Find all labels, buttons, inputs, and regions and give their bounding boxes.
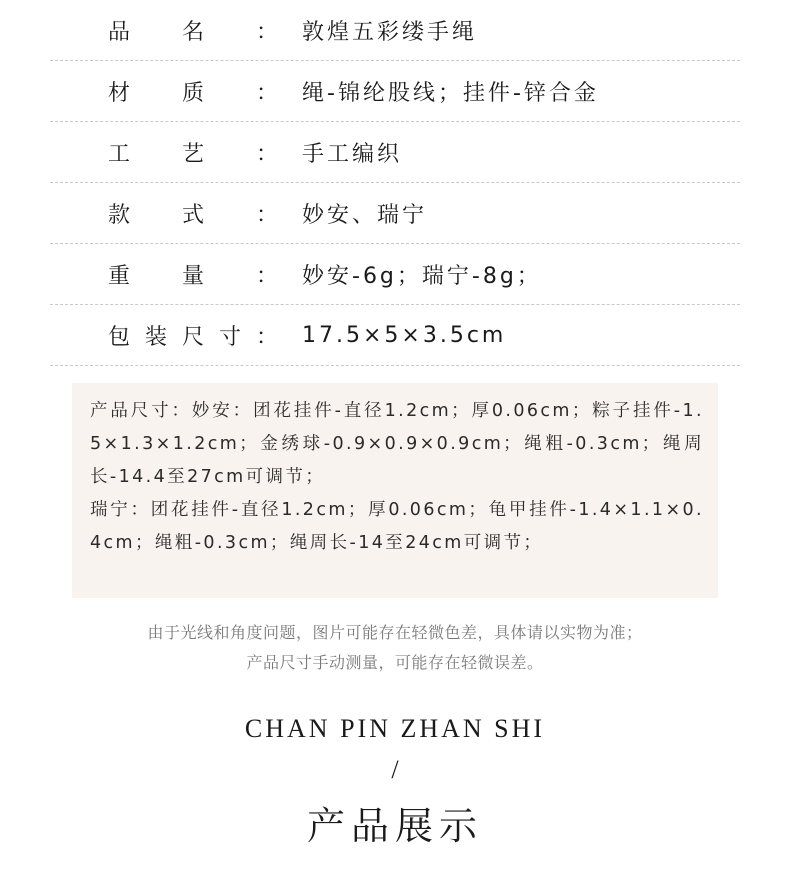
spec-row-name bbox=[50, 0, 740, 61]
spec-value: 绳-锦纶股线；挂件-锌合金 bbox=[302, 80, 599, 106]
section-title-english: CHAN PIN ZHAN SHI bbox=[244, 714, 546, 743]
spec-row-material bbox=[50, 61, 740, 122]
spec-label bbox=[108, 0, 278, 60]
spec-label bbox=[108, 183, 278, 243]
spec-value: 17.5×5×3.5cm bbox=[302, 322, 507, 348]
label-char: 尺 bbox=[181, 324, 204, 350]
spec-row-weight bbox=[50, 244, 740, 305]
spec-row-style bbox=[50, 183, 740, 244]
label-char: ： bbox=[255, 19, 278, 45]
label-char: ： bbox=[255, 80, 278, 106]
label-char: ： bbox=[255, 202, 278, 228]
spec-label bbox=[108, 122, 278, 182]
spec-row-package bbox=[50, 305, 740, 366]
color-disclaimer: 由于光线和角度问题，图片可能存在轻微色差，具体请以实物为准； bbox=[147, 623, 643, 642]
spec-label bbox=[108, 244, 278, 304]
label-char: 重 bbox=[108, 263, 131, 289]
label-char: 装 bbox=[144, 324, 167, 350]
label-char: 名 bbox=[181, 19, 204, 45]
spec-label bbox=[108, 305, 278, 365]
spec-row-craft bbox=[50, 122, 740, 183]
size-info-box bbox=[72, 383, 718, 598]
label-char: 材 bbox=[108, 80, 131, 106]
spec-table bbox=[50, 0, 740, 366]
spec-value: 妙安-6g；瑞宁-8g； bbox=[302, 263, 542, 289]
label-char: 款 bbox=[108, 202, 131, 228]
label-char: 工 bbox=[108, 141, 131, 167]
size-info-line: 瑞宁：团花挂件-直径1.2cm；厚0.06cm；龟甲挂件-1.4×1.1×0.4cm；绳粗-0.3cm；绳周长-14至24cm可调节； bbox=[90, 500, 704, 553]
label-char: 量 bbox=[181, 263, 204, 289]
label-char: 式 bbox=[181, 202, 204, 228]
label-char: 寸 bbox=[218, 324, 241, 350]
spec-label bbox=[108, 61, 278, 121]
label-char: 质 bbox=[181, 80, 204, 106]
label-char: ： bbox=[255, 141, 278, 167]
measurement-disclaimer: 产品尺寸手动测量，可能存在轻微误差。 bbox=[246, 653, 544, 672]
section-title-chinese: 产品展示 bbox=[306, 804, 483, 848]
label-char: 包 bbox=[108, 324, 131, 350]
spec-value: 手工编织 bbox=[302, 141, 403, 167]
size-info-text bbox=[90, 395, 704, 560]
size-info-line: 产品尺寸：妙安：团花挂件-直径1.2cm；厚0.06cm；粽子挂件-1.5×1.3×1.2cm；金绣球-0.9×0.9×0.9cm；绳粗-0.3cm；绳周长-14.4至27cm可调节； bbox=[90, 401, 704, 487]
label-char: 艺 bbox=[181, 141, 204, 167]
label-char: ： bbox=[255, 263, 278, 289]
label-char: ： bbox=[255, 324, 278, 350]
section-divider: / bbox=[391, 755, 399, 784]
label-char: 品 bbox=[108, 19, 131, 45]
spec-value: 妙安、瑞宁 bbox=[302, 202, 428, 228]
spec-value: 敦煌五彩缕手绳 bbox=[302, 19, 478, 45]
